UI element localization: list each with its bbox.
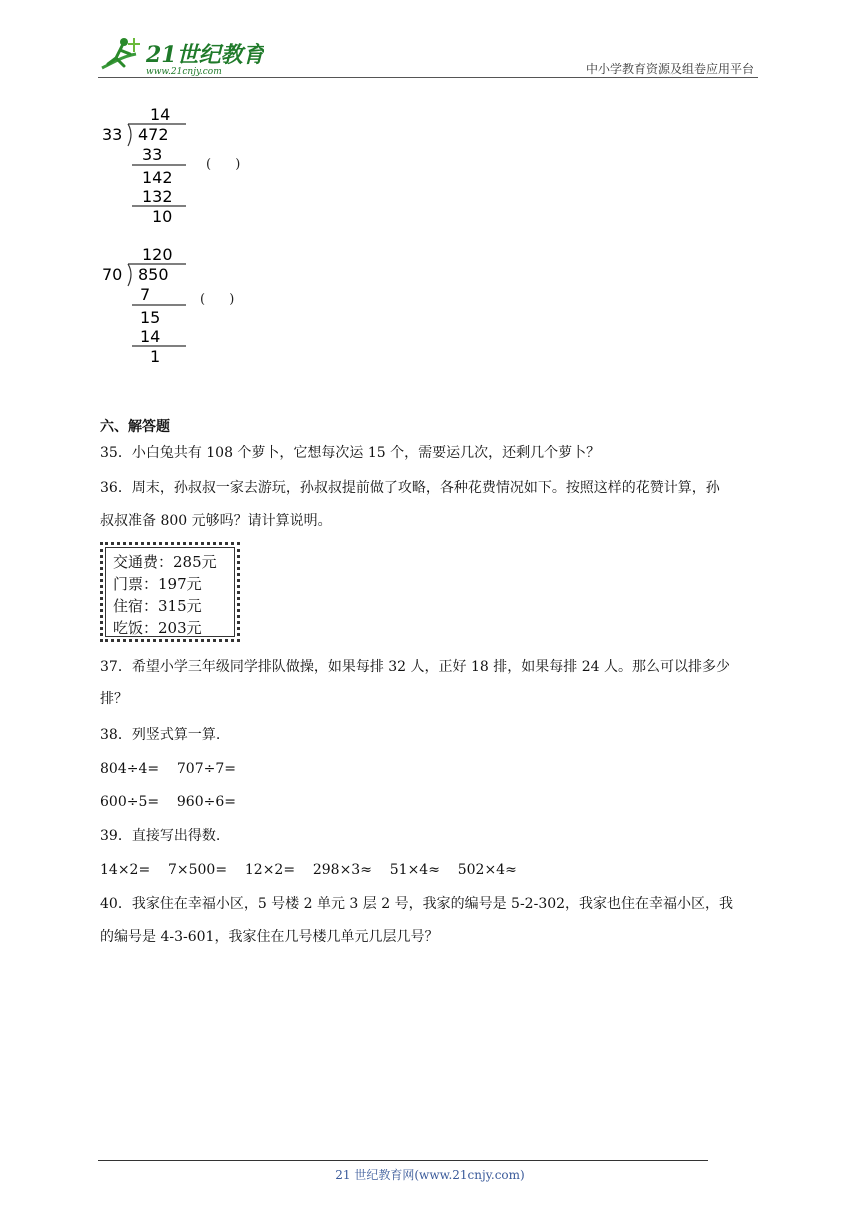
header-divider bbox=[98, 77, 758, 78]
division-step: 142 bbox=[142, 168, 173, 187]
section-title: 六、解答题 bbox=[100, 419, 170, 435]
question-35: 35．小白兔共有 108 个萝卜，它想每次运 15 个，需要运几次，还剩几个萝卜？ bbox=[100, 445, 601, 461]
expense-item: 交通费：285元 bbox=[113, 553, 217, 571]
question-40-line-2: 的编号是 4-3-601，我家住在几号楼几单元几层几号？ bbox=[100, 929, 439, 945]
question-38-row-2: 600÷5= 960÷6= bbox=[100, 794, 236, 810]
divisor: 33 bbox=[102, 125, 123, 144]
header-platform-text: 中小学教育资源及组卷应用平台 bbox=[585, 62, 754, 76]
division-step: 1 bbox=[150, 347, 161, 366]
site-logo bbox=[94, 32, 264, 80]
quotient: 120 bbox=[142, 245, 173, 264]
long-division-1 bbox=[100, 104, 210, 230]
question-36-line-1: 36．周末，孙叔叔一家去游玩，孙叔叔提前做了攻略，各种花费情况如下。按照这样的花赞计算，孙 bbox=[100, 480, 720, 496]
logo-url: www.21cnjy.com bbox=[146, 67, 222, 77]
footer-link[interactable]: 21 世纪教育网(www.21cnjy.com) bbox=[335, 1168, 525, 1182]
dividend: 472 bbox=[138, 125, 169, 144]
logo-text: 21世纪教育 bbox=[146, 42, 264, 68]
question-37-line-1: 37．希望小学三年级同学排队做操，如果每排 32 人，正好 18 排，如果每排 24 人。那么可以排多少 bbox=[100, 659, 730, 675]
answer-blank[interactable]: ( ) bbox=[200, 292, 245, 307]
quotient: 14 bbox=[150, 105, 171, 124]
question-36-line-2: 叔叔准备 800 元够吗？请计算说明。 bbox=[100, 513, 332, 529]
division-step: 14 bbox=[140, 327, 161, 346]
question-38-row-1: 804÷4= 707÷7= bbox=[100, 761, 236, 777]
expense-item: 门票：197元 bbox=[113, 575, 202, 593]
division-step: 33 bbox=[142, 145, 163, 164]
question-40-line-1: 40．我家住在幸福小区，5 号楼 2 单元 3 层 2 号，我家的编号是 5-2-302，我家也住在幸福小区，我 bbox=[100, 896, 734, 912]
division-step: 7 bbox=[140, 285, 151, 304]
long-division-2 bbox=[100, 244, 210, 370]
answer-blank[interactable]: ( ) bbox=[206, 157, 251, 172]
footer-divider bbox=[98, 1160, 708, 1161]
question-37-line-2: 排？ bbox=[100, 691, 128, 707]
expense-item: 吃饭：203元 bbox=[113, 619, 202, 637]
expense-item: 住宿：315元 bbox=[113, 597, 202, 615]
question-39-row: 14×2= 7×500= 12×2= 298×3≈ 51×4≈ 502×4≈ bbox=[100, 862, 517, 878]
division-step: 10 bbox=[152, 207, 173, 226]
expense-stamp-box bbox=[100, 542, 240, 642]
divisor: 70 bbox=[102, 265, 123, 284]
question-39: 39．直接写出得数. bbox=[100, 828, 221, 844]
runner-logo-icon bbox=[94, 32, 264, 80]
division-step: 132 bbox=[142, 187, 173, 206]
question-38: 38．列竖式算一算. bbox=[100, 727, 221, 743]
division-step: 15 bbox=[140, 308, 161, 327]
dividend: 850 bbox=[138, 265, 169, 284]
